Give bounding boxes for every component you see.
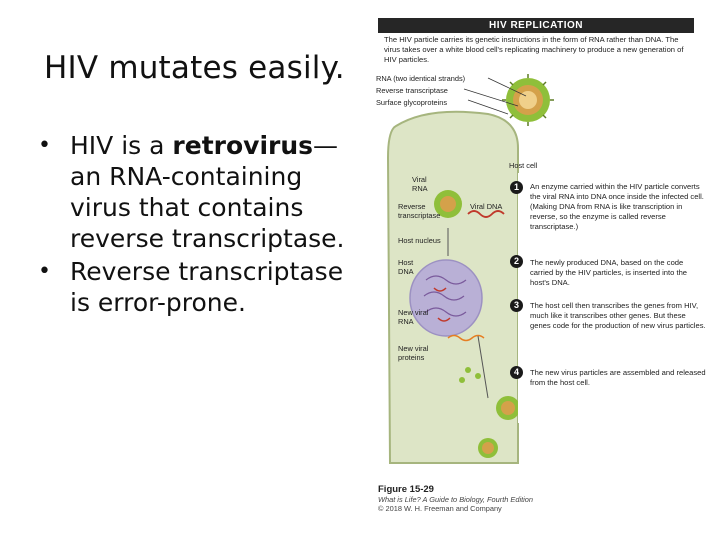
step-3-number: 3: [510, 299, 523, 312]
label-new-viral-rna: New viral RNA: [398, 308, 429, 326]
label-rna: RNA (two identical strands): [376, 74, 466, 83]
figure-header: HIV REPLICATION: [378, 18, 694, 33]
label-host-dna: Host DNA: [398, 258, 414, 276]
step-1-text: An enzyme carried within the HIV particle converts the viral RNA into DNA once inside the infected cell. (Making DNA from RNA is like transcription in reverse, so the enzyme is called reverse transcriptase.): [530, 182, 704, 231]
bullet-item-error-prone: [34, 256, 354, 318]
slide-title: HIV mutates easily.: [44, 50, 345, 86]
hiv-particle-icon: [502, 74, 554, 126]
bullet-text: Reverse transcriptase is error-prone.: [70, 257, 344, 317]
label-new-viral-proteins: New viral proteins: [398, 344, 429, 362]
label-viral-dna: Viral DNA: [470, 202, 503, 211]
step-4-number: 4: [510, 366, 523, 379]
step-1-number: 1: [510, 181, 523, 194]
step-2-number: 2: [510, 255, 523, 268]
bullet-list: [34, 130, 354, 320]
figure-intro-text: The HIV particle carries its genetic instructions in the form of RNA rather than DNA. The virus takes over a white blood cell's replicating machinery to produce a new generation of HIV particles.: [384, 35, 684, 64]
figure-caption: [378, 485, 533, 514]
label-viral-rna: Viral RNA: [412, 175, 428, 193]
step-2-text: The newly produced DNA, based on the code carried by the HIV particles, is inserted into the host's DNA.: [530, 258, 688, 287]
label-host-cell: Host cell: [509, 161, 538, 170]
bullet-item-retrovirus: [34, 130, 354, 254]
bullet-dot-icon: •: [38, 259, 51, 284]
label-host-nucleus: Host nucleus: [398, 236, 441, 245]
caption-copyright: © 2018 W. H. Freeman and Company: [378, 504, 502, 513]
step-3-text: The host cell then transcribes the genes from HIV, much like it transcribes other genes. But these genes code for the production of new virus particles.: [530, 301, 706, 330]
step-4-text: The new virus particles are assembled and released from the host cell.: [530, 368, 706, 387]
label-reverse-transcriptase-top: Reverse transcriptase: [376, 86, 448, 95]
bullet-text-bold: retrovirus: [172, 131, 314, 160]
label-reverse-transcriptase: Reverse transcriptase: [398, 202, 441, 220]
bullet-text-rest: —an RNA-containing virus that contains reverse transcriptase.: [70, 131, 345, 253]
figure-label: Figure 15-29: [378, 484, 434, 495]
bullet-text-prefix: HIV is a: [70, 131, 173, 160]
hiv-replication-figure: [368, 18, 708, 523]
bullet-dot-icon: •: [38, 133, 51, 158]
caption-book-title: What is Life? A Guide to Biology, Fourth Edition: [378, 494, 534, 504]
label-surface-glycoproteins: Surface glycoproteins: [376, 98, 448, 107]
